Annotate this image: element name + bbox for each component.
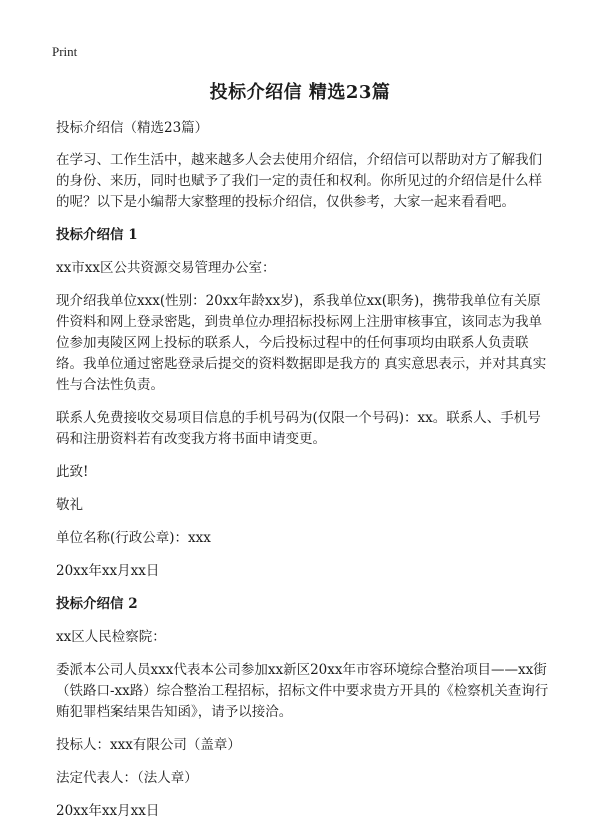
page-title: 投标介绍信 精选23篇 bbox=[209, 82, 391, 103]
letter-2-signer: 投标人：xxx有限公司（盖章） bbox=[56, 737, 241, 753]
letter-1-closing-1: 此致! bbox=[56, 464, 89, 480]
letter-2-heading: 投标介绍信 2 bbox=[56, 596, 138, 612]
letter-2-body-1: 委派本公司人员xxx代表本公司参加xx新区20xx年市容环境综合整治项目——xx街（铁路口-xx路）综合整治工程招标，招标文件中要求贵方开具的《检察机关查询行贿犯罪档案结果告知函》，请予以接洽。 bbox=[56, 662, 549, 720]
letter-1-recipient: xx市xx区公共资源交易管理办公室： bbox=[56, 260, 276, 276]
letter-1-closing-2: 敬礼 bbox=[56, 497, 83, 513]
letter-1-heading: 投标介绍信 1 bbox=[56, 227, 138, 243]
document-body bbox=[56, 118, 552, 834]
letter-1-date: 20xx年xx月xx日 bbox=[56, 563, 160, 579]
print-link[interactable]: Print bbox=[52, 44, 78, 59]
intro-paragraph: 在学习、工作生活中，越来越多人会去使用介绍信，介绍信可以帮助对方了解我们的身份、来历，同时也赋予了我们一定的责任和权利。你所见过的介绍信是什么样的呢？以下是小编帮大家整理的投标介绍信，仅供参考，大家一起来看看吧。 bbox=[56, 152, 542, 210]
letter-2-date: 20xx年xx月xx日 bbox=[56, 803, 160, 819]
letter-1-body-2: 联系人免费接收交易项目信息的手机号码为(仅限一个号码)：xx。联系人、手机号码和注册资料若有改变我方将书面申请变更。 bbox=[56, 410, 541, 447]
document-subtitle: 投标介绍信（精选23篇） bbox=[56, 120, 209, 136]
letter-2-rep: 法定代表人：（法人章） bbox=[56, 770, 198, 786]
letter-1-body-1: 现介绍我单位xxx(性别：20xx年龄xx岁)，系我单位xx(职务)，携带我单位有关原件资料和网上登录密匙，到贵单位办理招标投标网上注册审核事宜，该同志为我单位参加夷陵区网上投标的联系人，今后投标过程中的任何事项均由联系人负责联络。我单位通过密匙登录后提交的资料数据即是我方的 真实意思表示，并对其真实性与合法性负责。 bbox=[56, 293, 547, 393]
letter-1-signer: 单位名称(行政公章)：xxx bbox=[56, 530, 211, 546]
letter-2-recipient: xx区人民检察院： bbox=[56, 629, 166, 645]
